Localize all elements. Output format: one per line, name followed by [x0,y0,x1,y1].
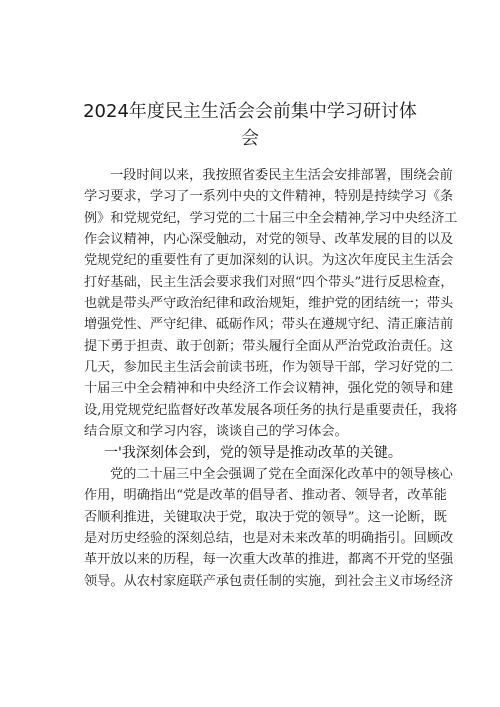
paragraph-1-line: 也就是带头严守政治纪律和政治规矩，维护党的团结统一；带头 [84,296,454,311]
paragraph-2-line: 作用，明确指出“党是改革的倡导者、推动者、领导者，改革能 [84,488,447,503]
paragraph-1-line: 十届三中全会精神和中央经济工作会议精神，强化党的领导和建 [84,381,454,396]
paragraph-1-line: 几天，参加民主生活会前读书班，作为领导干部，学习好党的二 [84,360,454,375]
paragraph-1-line: 提下勇于担责、敢于创新；带头履行全面从严治党政治责任。这 [84,339,454,354]
paragraph-1-line: 一段时间以来，我按照省委民主生活会安排部署，围绕会前 [110,168,453,183]
paragraph-1-line: 打好基础，民主生活会要求我们对照“四个带头”进行反思检查， [84,275,454,290]
paragraph-1-line: 党规党纪的重要性有了更加深刻的认识。为这次年度民主生活会 [84,253,454,268]
paragraph-2-line: 领导。从农村家庭联产承包责任制的实施，到社会主义市场经济 [84,574,454,589]
paragraph-2-line: 是对历史经验的深刻总结，也是对未来改革的明确指引。回顾改 [84,531,454,546]
paragraph-2-line: 党的二十届三中全会强调了党在全面深化改革中的领导核心 [110,467,453,482]
paragraph-2-line: 革开放以来的历程，每一次重大改革的推进，都离不开党的坚强 [84,552,454,567]
paragraph-1-line: 学习要求，学习了一系列中央的文件精神，特别是持续学习《条 [84,189,454,204]
paragraph-2-line: 否顺利推进，关键取决于党，取决于党的领导”。这一论断，既 [84,510,447,525]
paragraph-1-line: 结合原文和学习内容，谈谈自己的学习体会。 [84,424,348,439]
document-title-line-2: 会 [241,128,259,149]
paragraph-1-line: 增强党性、严守纪律、砥砺作风；带头在遵规守纪、清正廉洁前 [84,317,454,332]
paragraph-1-line: 设,用党规党纪监督好改革发展各项任务的执行是重要责任，我将 [84,403,458,418]
paragraph-1-line: 例》和党规党纪，学习党的二十届三中全会精神,学习中央经济工 [84,211,458,226]
paragraph-1-line: 作会议精神，内心深受触动，对党的领导、改革发展的目的以及 [84,232,454,247]
section-heading: 一'我深刻体会到，党的领导是推动改革的关键。 [104,445,402,461]
document-title-line-1: 2024年度民主生活会会前集中学习研讨体 [83,101,417,122]
